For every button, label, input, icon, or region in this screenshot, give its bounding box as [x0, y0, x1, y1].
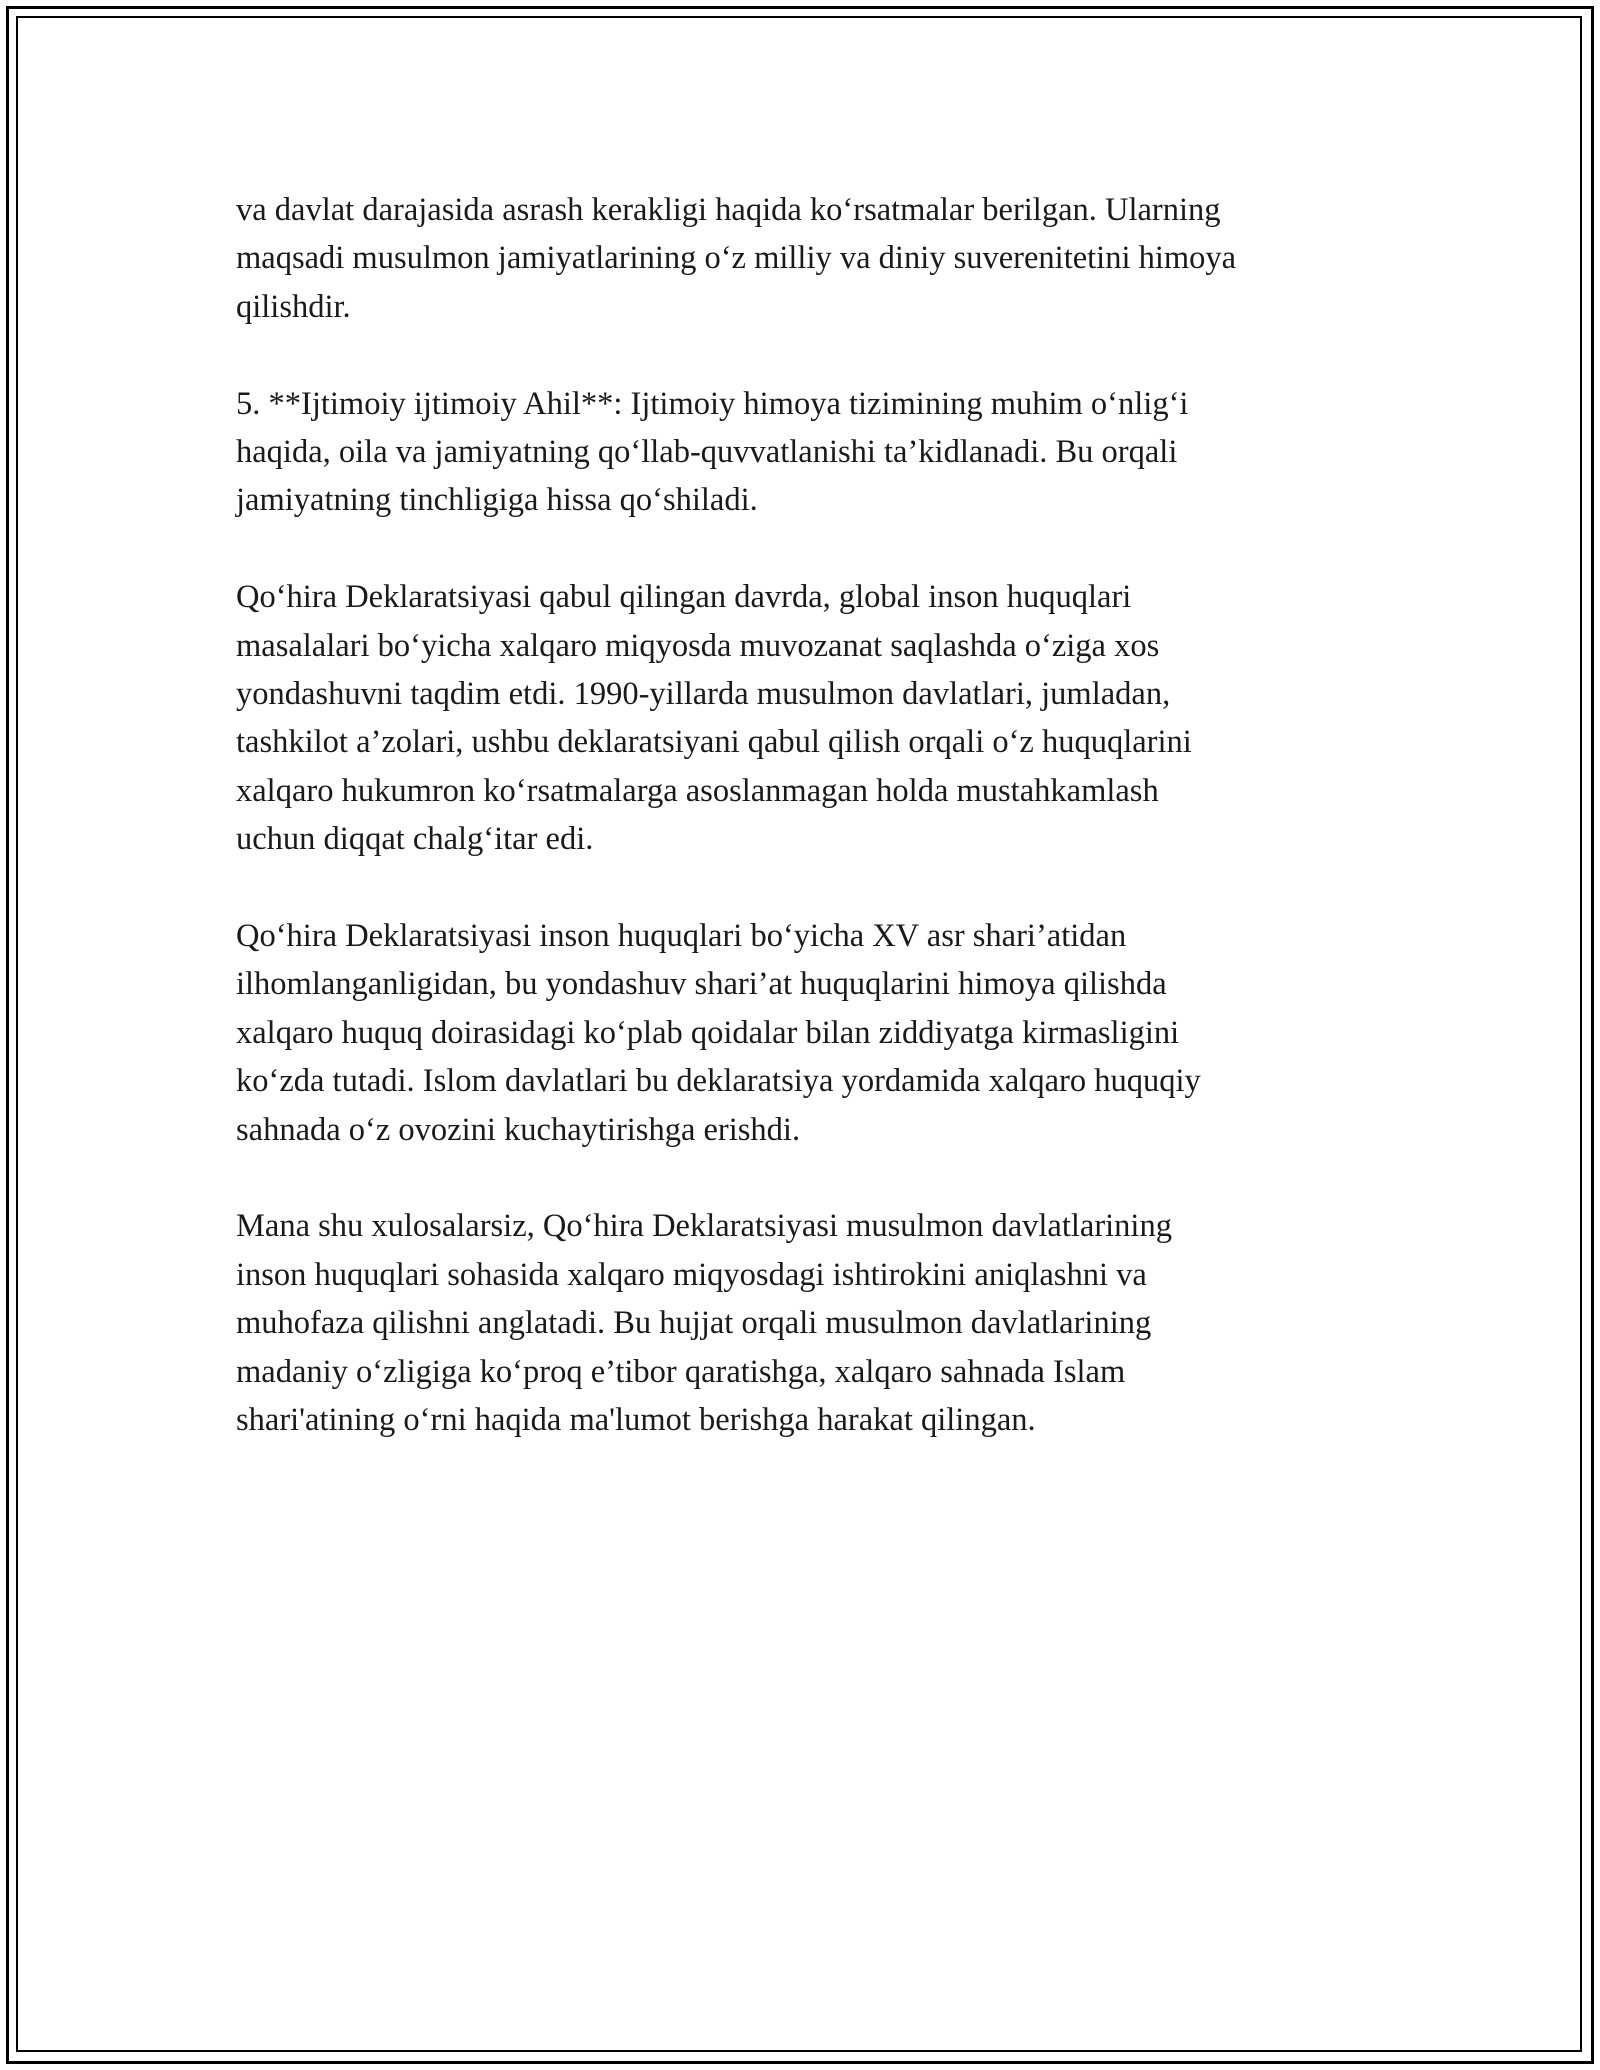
text-line: 5. **Ijtimoiy ijtimoiy Ahil**: Ijtimoiy himoya tizimining muhim o‘nlig‘i	[236, 385, 1189, 422]
paragraph-3	[236, 573, 1386, 863]
text-line: Mana shu xulosalarsiz, Qo‘hira Deklaratsiyasi musulmon davlatlarining	[236, 1208, 1172, 1245]
text-line: xalqaro huquq doirasidagi ko‘plab qoidalar bilan ziddiyatga kirmasligini	[236, 1014, 1180, 1051]
text-line: inson huquqlari sohasida xalqaro miqyosdagi ishtirokini aniqlashni va	[236, 1256, 1147, 1293]
paragraph-5	[236, 1202, 1386, 1444]
text-line: maqsadi musulmon jamiyatlarining o‘z milliy va diniy suverenitetini himoya	[236, 240, 1237, 277]
text-line: muhofaza qilishni anglatadi. Bu hujjat orqali musulmon davlatlarining	[236, 1305, 1152, 1342]
text-line: masalalari bo‘yicha xalqaro miqyosda muvozanat saqlashda o‘ziga xos	[236, 627, 1160, 664]
text-line: madaniy o‘zligiga ko‘proq e’tibor qaratishga, xalqaro sahnada Islam	[236, 1353, 1126, 1390]
text-line: sahnada o‘z ovozini kuchaytirishga erishdi.	[236, 1111, 801, 1148]
paragraph-1	[236, 186, 1386, 331]
text-line: va davlat darajasida asrash kerakligi haqida ko‘rsatmalar berilgan. Ularning	[236, 192, 1221, 228]
text-line: Qo‘hira Deklaratsiyasi inson huquqlari bo‘yicha XV asr shari’atidan	[236, 918, 1127, 955]
document-body	[236, 186, 1386, 1493]
text-line: tashkilot a’zolari, ushbu deklaratsiyani qabul qilish orqali o‘z huquqlarini	[236, 724, 1192, 761]
paragraph-4	[236, 912, 1386, 1154]
text-line: xalqaro hukumron ko‘rsatmalarga asoslanmagan holda mustahkamlash	[236, 772, 1159, 809]
paragraph-2	[236, 380, 1386, 525]
text-line: uchun diqqat chalg‘itar edi.	[236, 821, 594, 858]
text-line: ilhomlanganligidan, bu yondashuv shari’at huquqlarini himoya qilishda	[236, 966, 1167, 1003]
text-line: qilishdir.	[236, 288, 351, 325]
text-line: jamiyatning tinchligiga hissa qo‘shiladi.	[236, 482, 758, 519]
text-line: shari'atining o‘rni haqida ma'lumot berishga harakat qilingan.	[236, 1402, 1036, 1439]
text-line: ko‘zda tutadi. Islom davlatlari bu deklaratsiya yordamida xalqaro huquqiy	[236, 1063, 1201, 1100]
text-line: yondashuvni taqdim etdi. 1990-yillarda musulmon davlatlari, jumladan,	[236, 676, 1171, 713]
text-line: Qo‘hira Deklaratsiyasi qabul qilingan davrda, global inson huquqlari	[236, 579, 1132, 616]
text-line: haqida, oila va jamiyatning qo‘llab-quvvatlanishi ta’kidlanadi. Bu orqali	[236, 434, 1178, 471]
